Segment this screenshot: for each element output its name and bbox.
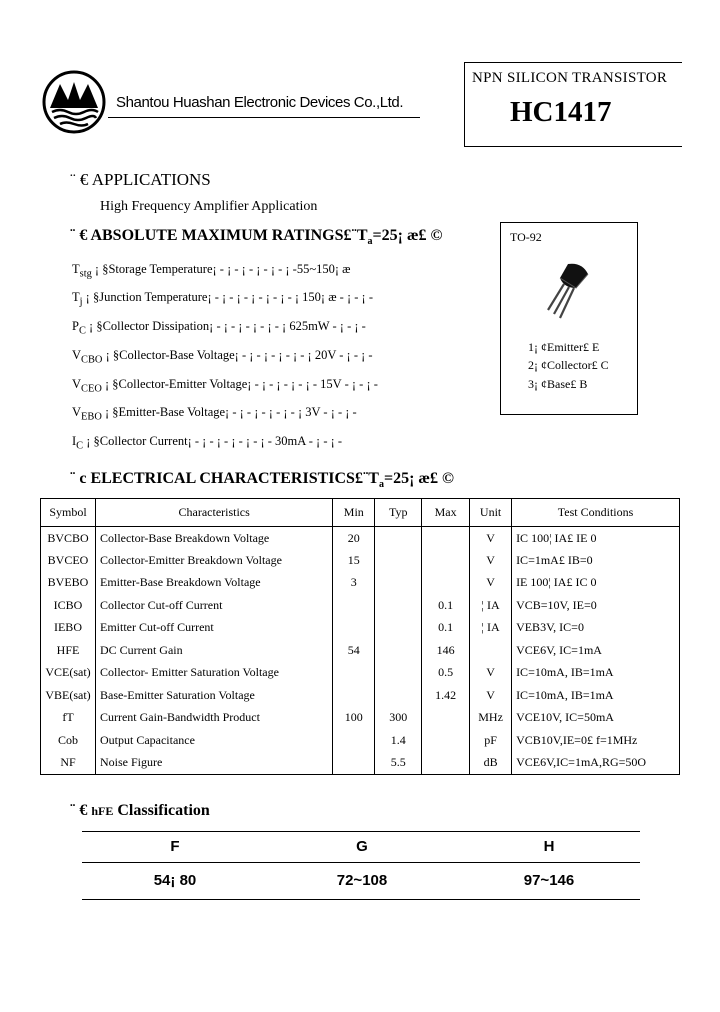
cell-min xyxy=(333,684,375,707)
cell-symbol: NF xyxy=(41,752,96,775)
cell-max xyxy=(422,549,470,572)
cell-unit: V xyxy=(470,549,512,572)
table-row xyxy=(41,729,680,752)
cell-conditions: IC=10mA, IB=1mA xyxy=(512,684,680,707)
hfe-symbol: hFE xyxy=(91,804,114,818)
bullet: ¨ € xyxy=(70,802,88,819)
cell-conditions: IC 100¦ IA£ IE 0 xyxy=(512,527,680,550)
cell-typ: 5.5 xyxy=(375,752,422,775)
cell-characteristic: Emitter-Base Breakdown Voltage xyxy=(95,572,332,595)
rating-symbol: T xyxy=(72,262,80,276)
divider xyxy=(82,862,640,863)
cell-min: 100 xyxy=(333,707,375,730)
rating-sub: CBO xyxy=(81,354,103,366)
cell-conditions: VCB=10V, IE=0 xyxy=(512,594,680,617)
cell-max xyxy=(422,729,470,752)
cell-symbol: BVCBO xyxy=(41,527,96,550)
table-row xyxy=(41,707,680,730)
cell-symbol: IEBO xyxy=(41,617,96,640)
rating-symbol: V xyxy=(72,377,82,391)
table-row xyxy=(41,617,680,640)
column-header: Unit xyxy=(470,499,512,527)
cell-conditions: VEB3V, IC=0 xyxy=(512,617,680,640)
table-row xyxy=(41,549,680,572)
divider xyxy=(108,117,420,118)
rating-text: ¡ §Collector Current¡ - ¡ - ¡ - ¡ - ¡ - ¡ - 30mA - ¡ - ¡ - xyxy=(86,434,343,448)
cell-typ xyxy=(375,639,422,662)
rating-text: ¡ §Collector-Base Voltage¡ - ¡ - ¡ - ¡ - ¡ - ¡ 20V - ¡ - ¡ - xyxy=(105,348,373,362)
cell-typ: 1.4 xyxy=(375,729,422,752)
cell-symbol: BVCEO xyxy=(41,549,96,572)
cell-typ xyxy=(375,662,422,685)
table-row xyxy=(41,752,680,775)
cell-symbol: VBE(sat) xyxy=(41,684,96,707)
cell-unit: V xyxy=(470,684,512,707)
cell-min xyxy=(333,662,375,685)
absolute-max-title: ABSOLUTE MAXIMUM RATINGS£¨T xyxy=(90,227,368,244)
rating-sub: stg xyxy=(79,268,92,280)
table-row xyxy=(41,684,680,707)
part-number: HC1417 xyxy=(510,96,612,128)
rating-sub: C xyxy=(76,440,84,452)
hfe-range: 97~146 xyxy=(523,872,575,889)
rating-text: ¡ §Junction Temperature¡ - ¡ - ¡ - ¡ - ¡ - ¡ - ¡ 150¡ æ - ¡ - ¡ - xyxy=(85,290,373,304)
cell-unit: V xyxy=(470,662,512,685)
rating-text: ¡ §Storage Temperature¡ - ¡ - ¡ - ¡ - ¡ - ¡ -55~150¡ æ xyxy=(94,262,351,276)
pin-label: 2¡ ¢Collector£ C xyxy=(528,358,609,372)
cell-conditions: VCE6V,IC=1mA,RG=50O xyxy=(512,752,680,775)
cell-unit: V xyxy=(470,572,512,595)
divider xyxy=(82,831,640,832)
company-logo xyxy=(42,70,106,134)
cell-characteristic: Collector- Emitter Saturation Voltage xyxy=(95,662,332,685)
pin-label: 1¡ ¢Emitter£ E xyxy=(528,340,600,354)
column-header: Test Conditions xyxy=(512,499,680,527)
cell-characteristic: Noise Figure xyxy=(95,752,332,775)
cell-symbol: ICBO xyxy=(41,594,96,617)
hfe-range: 54¡ 80 xyxy=(153,872,197,889)
rating-row xyxy=(72,262,350,280)
cell-conditions: IE 100¦ IA£ IC 0 xyxy=(512,572,680,595)
cell-unit: ¦ IA xyxy=(470,594,512,617)
rating-symbol: V xyxy=(72,348,82,362)
cell-symbol: HFE xyxy=(41,639,96,662)
cell-max xyxy=(422,752,470,775)
table-row xyxy=(41,594,680,617)
cell-unit xyxy=(470,639,512,662)
rating-symbol: P xyxy=(72,319,79,333)
column-header: Characteristics xyxy=(95,499,332,527)
hfe-range: 72~108 xyxy=(336,872,388,889)
cell-characteristic: DC Current Gain xyxy=(95,639,332,662)
rating-symbol: I xyxy=(72,434,77,448)
cell-min: 3 xyxy=(333,572,375,595)
cell-characteristic: Current Gain-Bandwidth Product xyxy=(95,707,332,730)
title-tail: =25¡ æ£ © xyxy=(383,470,454,487)
hfe-class-label: H xyxy=(543,838,555,855)
rating-row xyxy=(72,319,366,337)
table-row xyxy=(41,639,680,662)
title-sub: a xyxy=(367,236,373,248)
applications-heading xyxy=(70,170,211,190)
rating-row xyxy=(72,377,378,395)
table-row xyxy=(41,572,680,595)
cell-max: 0.1 xyxy=(422,594,470,617)
cell-typ xyxy=(375,572,422,595)
cell-max: 0.5 xyxy=(422,662,470,685)
rating-sub: CEO xyxy=(81,383,102,395)
product-type: NPN SILICON TRANSISTOR xyxy=(472,70,668,86)
cell-unit: ¦ IA xyxy=(470,617,512,640)
column-header: Max xyxy=(422,499,470,527)
cell-min xyxy=(333,752,375,775)
cell-conditions: IC=10mA, IB=1mA xyxy=(512,662,680,685)
cell-unit: V xyxy=(470,527,512,550)
rating-symbol: V xyxy=(72,405,82,419)
cell-typ xyxy=(375,617,422,640)
rating-symbol: T xyxy=(72,290,80,304)
rating-sub: EBO xyxy=(81,411,102,423)
cell-typ xyxy=(375,684,422,707)
rating-row xyxy=(72,434,342,452)
cell-unit: dB xyxy=(470,752,512,775)
cell-typ xyxy=(375,594,422,617)
cell-symbol: BVEBO xyxy=(41,572,96,595)
pin-label: 3¡ ¢Base£ B xyxy=(528,377,588,391)
cell-max xyxy=(422,572,470,595)
table-header-row xyxy=(41,499,680,527)
cell-characteristic: Base-Emitter Saturation Voltage xyxy=(95,684,332,707)
title-sub: a xyxy=(378,479,384,491)
hfe-class-label: G xyxy=(356,838,368,855)
electrical-table xyxy=(40,498,680,775)
cell-symbol: VCE(sat) xyxy=(41,662,96,685)
bullet: ¨ € xyxy=(70,170,89,189)
cell-unit: MHz xyxy=(470,707,512,730)
divider xyxy=(82,899,640,900)
rating-row xyxy=(72,348,373,366)
cell-characteristic: Output Capacitance xyxy=(95,729,332,752)
applications-title: APPLICATIONS xyxy=(91,170,211,189)
rating-text: ¡ §Collector-Emitter Voltage¡ - ¡ - ¡ - ¡ - ¡ - 15V - ¡ - ¡ - xyxy=(104,377,378,391)
column-header: Min xyxy=(333,499,375,527)
bullet: ¨ € xyxy=(70,227,88,244)
package-label: TO-92 xyxy=(510,230,542,244)
column-header: Symbol xyxy=(41,499,96,527)
cell-max: 1.42 xyxy=(422,684,470,707)
cell-conditions: VCE10V, IC=50mA xyxy=(512,707,680,730)
cell-min xyxy=(333,594,375,617)
cell-max xyxy=(422,527,470,550)
hfe-class-label: F xyxy=(170,838,180,855)
cell-min: 20 xyxy=(333,527,375,550)
divider xyxy=(464,62,682,63)
divider xyxy=(464,62,465,146)
cell-characteristic: Collector-Base Breakdown Voltage xyxy=(95,527,332,550)
cell-min: 54 xyxy=(333,639,375,662)
electrical-heading xyxy=(70,470,454,490)
rating-sub: C xyxy=(78,325,86,337)
cell-min: 15 xyxy=(333,549,375,572)
cell-max xyxy=(422,707,470,730)
company-name: Shantou Huashan Electronic Devices Co.,Ltd. xyxy=(116,94,404,111)
cell-max: 0.1 xyxy=(422,617,470,640)
hfe-heading xyxy=(70,802,210,820)
cell-characteristic: Emitter Cut-off Current xyxy=(95,617,332,640)
title-tail: =25¡ æ£ © xyxy=(372,227,443,244)
cell-typ xyxy=(375,527,422,550)
to92-package-icon xyxy=(538,258,604,324)
cell-conditions: VCB10V,IE=0£ f=1MHz xyxy=(512,729,680,752)
cell-symbol: fT xyxy=(41,707,96,730)
cell-min xyxy=(333,617,375,640)
rating-row xyxy=(72,290,373,308)
cell-conditions: IC=1mA£ IB=0 xyxy=(512,549,680,572)
cell-characteristic: Collector Cut-off Current xyxy=(95,594,332,617)
rating-text: ¡ §Emitter-Base Voltage¡ - ¡ - ¡ - ¡ - ¡ - ¡ 3V - ¡ - ¡ - xyxy=(104,405,357,419)
cell-min xyxy=(333,729,375,752)
column-header: Typ xyxy=(375,499,422,527)
cell-characteristic: Collector-Emitter Breakdown Voltage xyxy=(95,549,332,572)
rating-sub: j xyxy=(79,296,83,308)
applications-text: High Frequency Amplifier Application xyxy=(100,199,318,214)
cell-symbol: Cob xyxy=(41,729,96,752)
bullet: ¨ c xyxy=(70,470,87,487)
cell-conditions: VCE6V, IC=1mA xyxy=(512,639,680,662)
electrical-title: ELECTRICAL CHARACTERISTICS£¨T xyxy=(90,470,379,487)
rating-text: ¡ §Collector Dissipation¡ - ¡ - ¡ - ¡ - ¡ - ¡ 625mW - ¡ - ¡ - xyxy=(89,319,366,333)
table-row xyxy=(41,527,680,550)
rating-row xyxy=(72,405,357,423)
cell-typ: 300 xyxy=(375,707,422,730)
divider xyxy=(464,146,682,147)
table-row xyxy=(41,662,680,685)
hfe-title: Classification xyxy=(117,802,210,819)
cell-unit: pF xyxy=(470,729,512,752)
absolute-max-heading xyxy=(70,227,442,247)
cell-max: 146 xyxy=(422,639,470,662)
cell-typ xyxy=(375,549,422,572)
